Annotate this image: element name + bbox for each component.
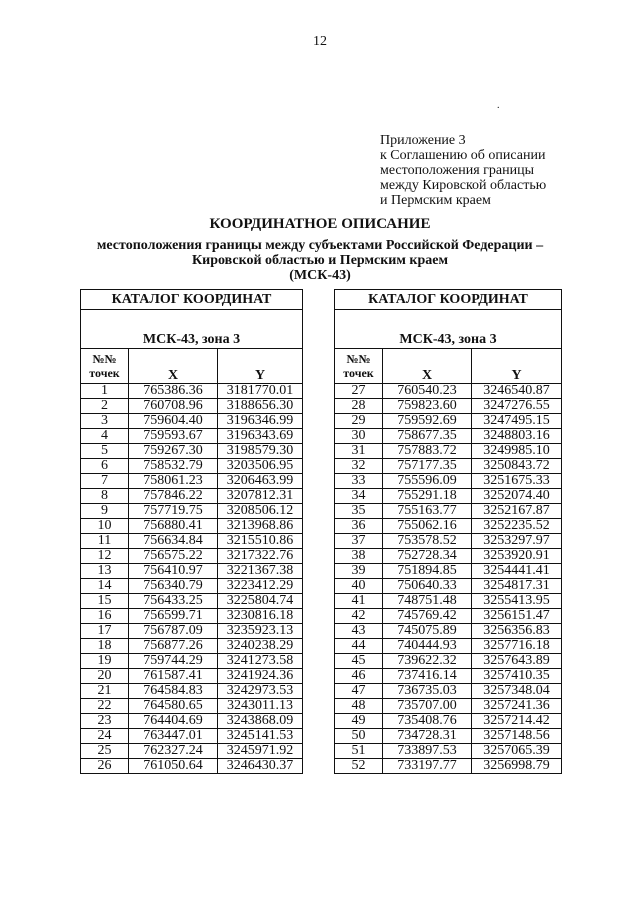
point-number-cell: 31 xyxy=(335,444,383,459)
x-coordinate-cell: 757719.75 xyxy=(129,504,218,519)
x-coordinate-cell: 759593.67 xyxy=(129,429,218,444)
catalog-rows xyxy=(81,384,303,774)
y-coordinate-cell: 3240238.29 xyxy=(218,639,303,654)
document-subtitle-line: Кировской областью и Пермским краем xyxy=(191,253,448,268)
x-coordinate-cell: 758532.79 xyxy=(129,459,218,474)
x-coordinate-cell: 756877.26 xyxy=(129,639,218,654)
table-row xyxy=(81,534,303,549)
table-row xyxy=(335,624,562,639)
appendix-line: к Соглашению об описании xyxy=(380,148,546,163)
table-row xyxy=(335,744,562,759)
y-coordinate-cell: 3257241.36 xyxy=(472,699,562,714)
table-row xyxy=(335,444,562,459)
table-row xyxy=(81,759,303,774)
speck-mark: . xyxy=(497,100,500,111)
coordinate-catalog-left xyxy=(80,289,303,774)
x-coordinate-cell: 764580.65 xyxy=(129,699,218,714)
table-row xyxy=(81,579,303,594)
x-coordinate-cell: 757846.22 xyxy=(129,489,218,504)
appendix-line: между Кировской областью xyxy=(380,178,547,193)
x-coordinate-cell: 756880.41 xyxy=(129,519,218,534)
table-row xyxy=(335,609,562,624)
table-row xyxy=(81,639,303,654)
x-coordinate-cell: 745769.42 xyxy=(383,609,472,624)
table-row xyxy=(81,414,303,429)
column-header-point-number xyxy=(81,349,129,384)
document-title: КООРДИНАТНОЕ ОПИСАНИЕ xyxy=(209,216,431,232)
y-coordinate-cell: 3249985.10 xyxy=(472,444,562,459)
point-number-cell: 12 xyxy=(81,549,129,564)
x-coordinate-cell: 759604.40 xyxy=(129,414,218,429)
document-subtitle-line: (МСК-43) xyxy=(289,268,351,283)
y-coordinate-cell: 3217322.76 xyxy=(218,549,303,564)
x-coordinate-cell: 757883.72 xyxy=(383,444,472,459)
column-header-line: №№ xyxy=(346,352,371,366)
y-coordinate-cell: 3257348.04 xyxy=(472,684,562,699)
point-number-cell: 14 xyxy=(81,579,129,594)
table-row xyxy=(81,564,303,579)
y-coordinate-cell: 3242973.53 xyxy=(218,684,303,699)
x-coordinate-cell: 733897.53 xyxy=(383,744,472,759)
table-row xyxy=(335,459,562,474)
point-number-cell: 43 xyxy=(335,624,383,639)
y-coordinate-cell: 3241924.36 xyxy=(218,669,303,684)
y-coordinate-cell: 3243868.09 xyxy=(218,714,303,729)
x-coordinate-cell: 755062.16 xyxy=(383,519,472,534)
point-number-cell: 28 xyxy=(335,399,383,414)
point-number-cell: 30 xyxy=(335,429,383,444)
x-coordinate-cell: 759744.29 xyxy=(129,654,218,669)
point-number-cell: 22 xyxy=(81,699,129,714)
x-coordinate-cell: 765386.36 xyxy=(129,384,218,399)
table-row xyxy=(81,684,303,699)
point-number-cell: 51 xyxy=(335,744,383,759)
point-number-cell: 26 xyxy=(81,759,129,774)
x-coordinate-cell: 735408.76 xyxy=(383,714,472,729)
column-header-x: X xyxy=(129,349,218,384)
y-coordinate-cell: 3206463.99 xyxy=(218,474,303,489)
point-number-cell: 41 xyxy=(335,594,383,609)
y-coordinate-cell: 3254817.31 xyxy=(472,579,562,594)
point-number-cell: 50 xyxy=(335,729,383,744)
x-coordinate-cell: 756410.97 xyxy=(129,564,218,579)
point-number-cell: 9 xyxy=(81,504,129,519)
table-row xyxy=(335,699,562,714)
y-coordinate-cell: 3255413.95 xyxy=(472,594,562,609)
y-coordinate-cell: 3246430.37 xyxy=(218,759,303,774)
point-number-cell: 17 xyxy=(81,624,129,639)
column-header-y: Y xyxy=(472,349,562,384)
y-coordinate-cell: 3251675.33 xyxy=(472,474,562,489)
point-number-cell: 25 xyxy=(81,744,129,759)
table-row xyxy=(81,654,303,669)
table-row xyxy=(335,639,562,654)
x-coordinate-cell: 756575.22 xyxy=(129,549,218,564)
table-row xyxy=(335,489,562,504)
point-number-cell: 21 xyxy=(81,684,129,699)
x-coordinate-cell: 758677.35 xyxy=(383,429,472,444)
table-row xyxy=(81,609,303,624)
table-row xyxy=(81,549,303,564)
x-coordinate-cell: 764404.69 xyxy=(129,714,218,729)
x-coordinate-cell: 755596.09 xyxy=(383,474,472,489)
point-number-cell: 45 xyxy=(335,654,383,669)
y-coordinate-cell: 3250843.72 xyxy=(472,459,562,474)
x-coordinate-cell: 740444.93 xyxy=(383,639,472,654)
point-number-cell: 5 xyxy=(81,444,129,459)
x-coordinate-cell: 733197.77 xyxy=(383,759,472,774)
point-number-cell: 27 xyxy=(335,384,383,399)
x-coordinate-cell: 745075.89 xyxy=(383,624,472,639)
x-coordinate-cell: 759823.60 xyxy=(383,399,472,414)
catalog-title: КАТАЛОГ КООРДИНАТ xyxy=(335,290,562,310)
coordinate-catalog-right xyxy=(334,289,562,774)
x-coordinate-cell: 757177.35 xyxy=(383,459,472,474)
table-row xyxy=(81,729,303,744)
x-coordinate-cell: 764584.83 xyxy=(129,684,218,699)
point-number-cell: 4 xyxy=(81,429,129,444)
y-coordinate-cell: 3256151.47 xyxy=(472,609,562,624)
y-coordinate-cell: 3256356.83 xyxy=(472,624,562,639)
table-row xyxy=(81,744,303,759)
catalog-rows xyxy=(335,384,562,774)
point-number-cell: 39 xyxy=(335,564,383,579)
x-coordinate-cell: 735707.00 xyxy=(383,699,472,714)
table-row xyxy=(335,474,562,489)
x-coordinate-cell: 759592.69 xyxy=(383,414,472,429)
point-number-cell: 10 xyxy=(81,519,129,534)
table-row xyxy=(335,684,562,699)
column-header-x: X xyxy=(383,349,472,384)
table-row xyxy=(81,669,303,684)
y-coordinate-cell: 3203506.95 xyxy=(218,459,303,474)
table-row xyxy=(81,474,303,489)
point-number-cell: 1 xyxy=(81,384,129,399)
x-coordinate-cell: 739622.32 xyxy=(383,654,472,669)
x-coordinate-cell: 760708.96 xyxy=(129,399,218,414)
point-number-cell: 40 xyxy=(335,579,383,594)
table-row xyxy=(81,489,303,504)
y-coordinate-cell: 3225804.74 xyxy=(218,594,303,609)
appendix-note xyxy=(380,133,546,208)
y-coordinate-cell: 3213968.86 xyxy=(218,519,303,534)
y-coordinate-cell: 3257716.18 xyxy=(472,639,562,654)
point-number-cell: 2 xyxy=(81,399,129,414)
column-header-line: точек xyxy=(343,366,374,380)
y-coordinate-cell: 3254441.41 xyxy=(472,564,562,579)
table-row xyxy=(335,579,562,594)
table-row xyxy=(335,564,562,579)
table-row xyxy=(81,504,303,519)
x-coordinate-cell: 756634.84 xyxy=(129,534,218,549)
point-number-cell: 23 xyxy=(81,714,129,729)
table-row xyxy=(335,504,562,519)
y-coordinate-cell: 3257214.42 xyxy=(472,714,562,729)
y-coordinate-cell: 3235923.13 xyxy=(218,624,303,639)
x-coordinate-cell: 748751.48 xyxy=(383,594,472,609)
table-row xyxy=(81,459,303,474)
table-row xyxy=(335,654,562,669)
point-number-cell: 15 xyxy=(81,594,129,609)
table-row xyxy=(335,549,562,564)
column-header-line: №№ xyxy=(92,352,117,366)
x-coordinate-cell: 756787.09 xyxy=(129,624,218,639)
x-coordinate-cell: 752728.34 xyxy=(383,549,472,564)
y-coordinate-cell: 3207812.31 xyxy=(218,489,303,504)
table-row xyxy=(335,399,562,414)
y-coordinate-cell: 3208506.12 xyxy=(218,504,303,519)
point-number-cell: 16 xyxy=(81,609,129,624)
x-coordinate-cell: 761050.64 xyxy=(129,759,218,774)
y-coordinate-cell: 3253920.91 xyxy=(472,549,562,564)
table-row xyxy=(335,414,562,429)
point-number-cell: 19 xyxy=(81,654,129,669)
y-coordinate-cell: 3245141.53 xyxy=(218,729,303,744)
point-number-cell: 42 xyxy=(335,609,383,624)
x-coordinate-cell: 737416.14 xyxy=(383,669,472,684)
catalog-zone: МСК-43, зона 3 xyxy=(81,310,303,349)
table-row xyxy=(335,519,562,534)
x-coordinate-cell: 753578.52 xyxy=(383,534,472,549)
table-row xyxy=(81,444,303,459)
table-row xyxy=(81,714,303,729)
table-row xyxy=(81,624,303,639)
y-coordinate-cell: 3245971.92 xyxy=(218,744,303,759)
point-number-cell: 37 xyxy=(335,534,383,549)
y-coordinate-cell: 3253297.97 xyxy=(472,534,562,549)
y-coordinate-cell: 3252074.40 xyxy=(472,489,562,504)
x-coordinate-cell: 763447.01 xyxy=(129,729,218,744)
table-row xyxy=(335,429,562,444)
y-coordinate-cell: 3252235.52 xyxy=(472,519,562,534)
table-row xyxy=(335,534,562,549)
y-coordinate-cell: 3257410.35 xyxy=(472,669,562,684)
point-number-cell: 20 xyxy=(81,669,129,684)
point-number-cell: 24 xyxy=(81,729,129,744)
point-number-cell: 3 xyxy=(81,414,129,429)
y-coordinate-cell: 3246540.87 xyxy=(472,384,562,399)
x-coordinate-cell: 734728.31 xyxy=(383,729,472,744)
y-coordinate-cell: 3215510.86 xyxy=(218,534,303,549)
y-coordinate-cell: 3257065.39 xyxy=(472,744,562,759)
table-row xyxy=(335,669,562,684)
y-coordinate-cell: 3247276.55 xyxy=(472,399,562,414)
y-coordinate-cell: 3256998.79 xyxy=(472,759,562,774)
y-coordinate-cell: 3223412.29 xyxy=(218,579,303,594)
y-coordinate-cell: 3221367.38 xyxy=(218,564,303,579)
appendix-line: и Пермским краем xyxy=(380,193,491,208)
table-row xyxy=(81,699,303,714)
page-number: 12 xyxy=(313,34,327,49)
y-coordinate-cell: 3248803.16 xyxy=(472,429,562,444)
point-number-cell: 18 xyxy=(81,639,129,654)
y-coordinate-cell: 3196343.69 xyxy=(218,429,303,444)
y-coordinate-cell: 3198579.30 xyxy=(218,444,303,459)
x-coordinate-cell: 759267.30 xyxy=(129,444,218,459)
table-row xyxy=(335,729,562,744)
point-number-cell: 7 xyxy=(81,474,129,489)
y-coordinate-cell: 3252167.87 xyxy=(472,504,562,519)
point-number-cell: 36 xyxy=(335,519,383,534)
table-row xyxy=(81,594,303,609)
document-subtitle-line: местоположения границы между субъектами Российской Федерации – xyxy=(96,238,544,253)
y-coordinate-cell: 3181770.01 xyxy=(218,384,303,399)
point-number-cell: 33 xyxy=(335,474,383,489)
table-row xyxy=(335,714,562,729)
point-number-cell: 32 xyxy=(335,459,383,474)
point-number-cell: 29 xyxy=(335,414,383,429)
x-coordinate-cell: 736735.03 xyxy=(383,684,472,699)
y-coordinate-cell: 3247495.15 xyxy=(472,414,562,429)
y-coordinate-cell: 3243011.13 xyxy=(218,699,303,714)
x-coordinate-cell: 756599.71 xyxy=(129,609,218,624)
point-number-cell: 38 xyxy=(335,549,383,564)
table-row xyxy=(335,384,562,399)
point-number-cell: 34 xyxy=(335,489,383,504)
table-row xyxy=(81,519,303,534)
table-row xyxy=(81,399,303,414)
x-coordinate-cell: 750640.33 xyxy=(383,579,472,594)
y-coordinate-cell: 3257148.56 xyxy=(472,729,562,744)
y-coordinate-cell: 3188656.30 xyxy=(218,399,303,414)
catalog-title: КАТАЛОГ КООРДИНАТ xyxy=(81,290,303,310)
point-number-cell: 48 xyxy=(335,699,383,714)
x-coordinate-cell: 762327.24 xyxy=(129,744,218,759)
x-coordinate-cell: 756340.79 xyxy=(129,579,218,594)
y-coordinate-cell: 3257643.89 xyxy=(472,654,562,669)
document-heading xyxy=(0,215,640,283)
point-number-cell: 11 xyxy=(81,534,129,549)
point-number-cell: 52 xyxy=(335,759,383,774)
point-number-cell: 44 xyxy=(335,639,383,654)
point-number-cell: 47 xyxy=(335,684,383,699)
y-coordinate-cell: 3230816.18 xyxy=(218,609,303,624)
point-number-cell: 13 xyxy=(81,564,129,579)
appendix-line: Приложение 3 xyxy=(380,133,466,148)
y-coordinate-cell: 3196346.99 xyxy=(218,414,303,429)
table-row xyxy=(81,429,303,444)
point-number-cell: 8 xyxy=(81,489,129,504)
point-number-cell: 46 xyxy=(335,669,383,684)
x-coordinate-cell: 758061.23 xyxy=(129,474,218,489)
x-coordinate-cell: 761587.41 xyxy=(129,669,218,684)
table-row xyxy=(335,759,562,774)
point-number-cell: 49 xyxy=(335,714,383,729)
point-number-cell: 6 xyxy=(81,459,129,474)
table-row xyxy=(81,384,303,399)
catalog-zone: МСК-43, зона 3 xyxy=(335,310,562,349)
column-header-point-number xyxy=(335,349,383,384)
column-header-y: Y xyxy=(218,349,303,384)
appendix-line: местоположения границы xyxy=(380,163,534,178)
table-row xyxy=(335,594,562,609)
x-coordinate-cell: 755163.77 xyxy=(383,504,472,519)
x-coordinate-cell: 755291.18 xyxy=(383,489,472,504)
column-header-line: точек xyxy=(89,366,120,380)
x-coordinate-cell: 760540.23 xyxy=(383,384,472,399)
x-coordinate-cell: 756433.25 xyxy=(129,594,218,609)
x-coordinate-cell: 751894.85 xyxy=(383,564,472,579)
point-number-cell: 35 xyxy=(335,504,383,519)
y-coordinate-cell: 3241273.58 xyxy=(218,654,303,669)
